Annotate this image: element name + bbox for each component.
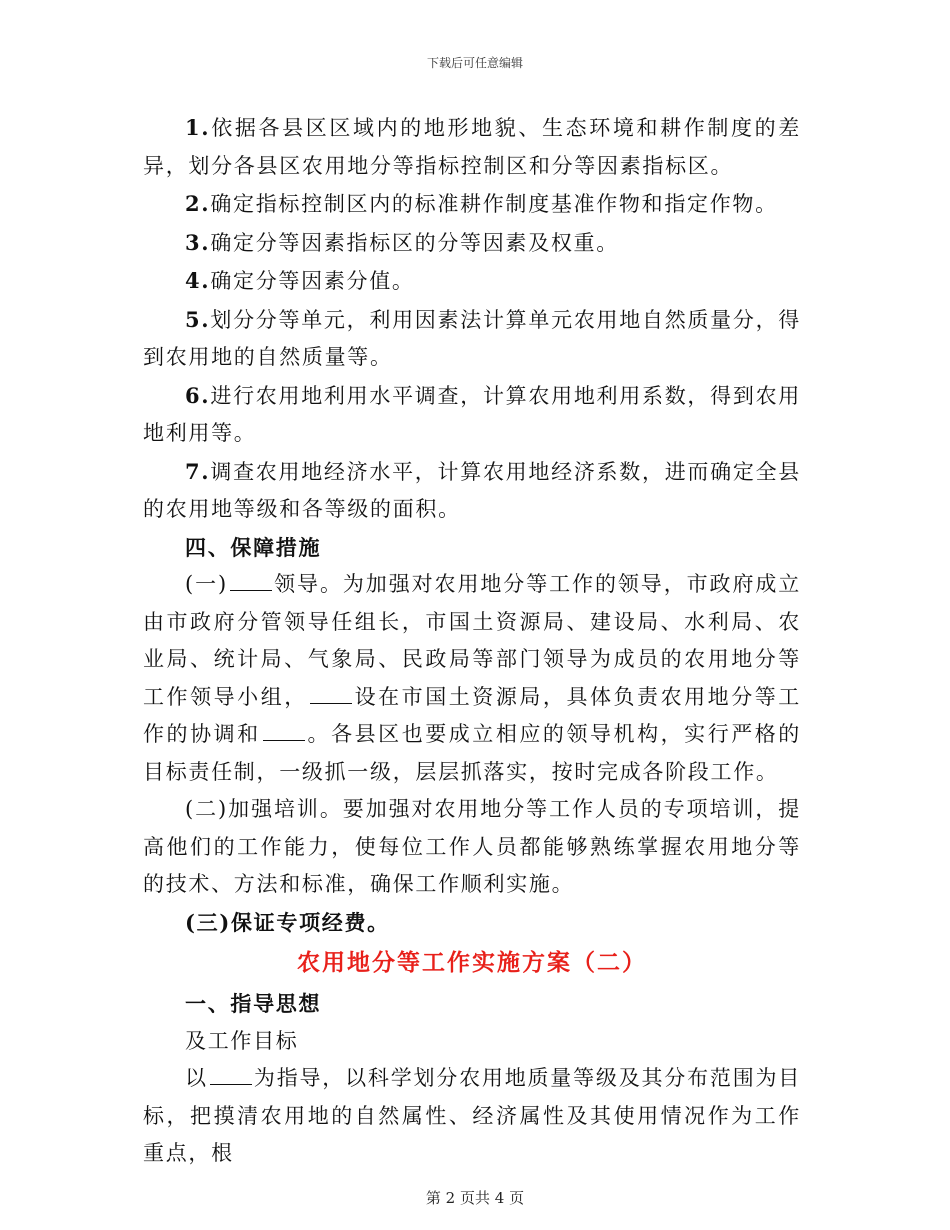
step-item: [143, 224, 801, 263]
fill-blank: [210, 1066, 252, 1085]
step-text: 依据各县区区域内的地形地貌、生态环境和耕作制度的差异，划分各县区农用地分等指标控制区和分等因素指标区。: [143, 116, 801, 178]
fill-blank: [263, 722, 305, 741]
step-item: [143, 453, 801, 529]
fill-blank: [310, 685, 352, 704]
body-paragraph: [143, 1060, 801, 1173]
step-item: [143, 262, 801, 301]
measure-text: 领导。为加强对农用地分等工作的领导，市政府成立由市政府分管领导任组长，市国土资源局、建设局、水利局、农业局、统计局、气象局、民政局等部门领导为成员的农用地分等工作领导小组，: [143, 572, 801, 709]
document-body: [143, 109, 801, 1173]
page-header: 下载后可任意编辑: [426, 56, 523, 70]
step-number: 3.: [185, 229, 211, 255]
section-heading: 一、指导思想: [185, 991, 322, 1016]
step-text: 确定分等因素指标区的分等因素及权重。: [210, 230, 619, 255]
step-text: 调查农用地经济水平，计算农用地经济系数，进而确定全县的农用地等级和各等级的面积。: [143, 459, 801, 521]
measure-paragraph: (二)加强培训。要加强对农用地分等工作人员的专项培训，提高他们的工作能力，使每位工作人员都能够熟练掌握农用地分等的技术、方法和标准，确保工作顺利实施。: [143, 797, 801, 896]
body-text: 为指导，以科学划分农用地质量等级及其分布范围为目标，把摸清农用地的自然属性、经济属性及其使用情况作为工作重点，根: [143, 1066, 801, 1165]
step-number: 5.: [185, 306, 211, 332]
step-number: 2.: [185, 191, 211, 216]
fill-blank: [230, 572, 272, 591]
step-item: [143, 109, 801, 185]
section-heading: 四、保障措施: [185, 534, 322, 560]
measure-paragraph: (三)保证专项经费。: [185, 909, 390, 935]
step-number: 7.: [185, 458, 211, 484]
measure-text: 。各县区也要成立相应的领导机构，实行严格的目标责任制，一级抓一级，层层抓落实，按时完成各阶段工作。: [143, 722, 802, 784]
body-text: 以: [185, 1066, 208, 1090]
step-item: [143, 301, 801, 377]
step-item: [143, 185, 801, 224]
step-number: 6.: [185, 382, 211, 408]
step-number: 4.: [185, 268, 211, 293]
page-footer: 第 2 页共 4 页: [425, 1189, 525, 1207]
step-number: 1.: [185, 115, 211, 140]
document-title: 农用地分等工作实施方案（二）: [297, 949, 647, 976]
measure-number: (一): [185, 572, 228, 596]
step-text: 确定指标控制区内的标准耕作制度基准作物和指定作物。: [210, 192, 778, 216]
measure-text: 设在市国土资源局，具体负责农用地分等工作的协调和: [143, 684, 801, 746]
step-text: 进行农用地利用水平调查，计算农用地利用系数，得到农用地利用等。: [143, 383, 801, 445]
step-text: 划分分等单元，利用因素法计算单元农用地自然质量分，得到农用地的自然质量等。: [143, 307, 801, 369]
step-text: 确定分等因素分值。: [210, 269, 415, 293]
step-item: [143, 377, 801, 453]
body-line: 及工作目标: [185, 1028, 299, 1053]
measure-paragraph: [143, 566, 801, 791]
